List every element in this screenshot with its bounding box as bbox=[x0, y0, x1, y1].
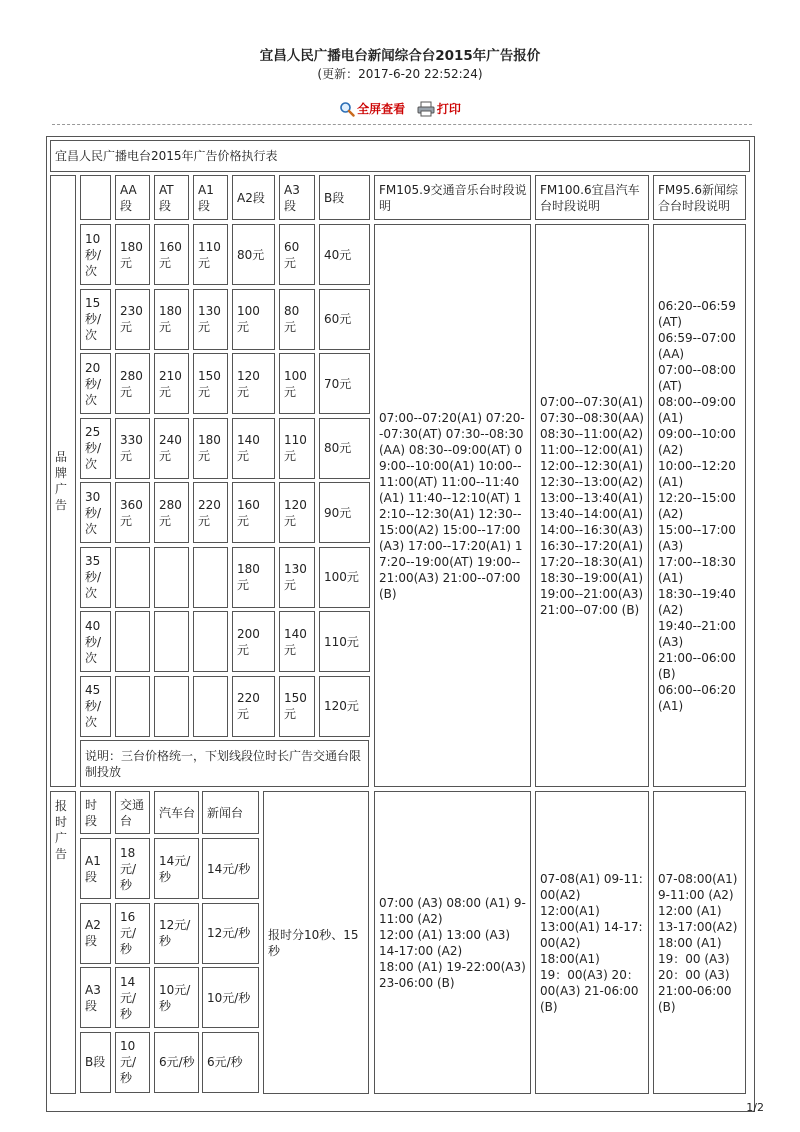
timecheck-price-2-2-text: 10元/秒 bbox=[207, 990, 251, 1005]
brand-price-5-1 bbox=[154, 547, 189, 608]
timecheck-fm1006-schedule bbox=[535, 791, 649, 1094]
brand-fm1006-schedule-text: 07:00--07:30(A1) 07:30--08:30(AA) 08:30--11:00(A2) 11:00--12:00(A1) 12:00--12:30(A1) 12:30--13:00(A2) 13:00--13:40(A1) 13:40--14:00(A1) 14:00--16:30(A3) 16:30--17:20(A1) 17:20--18:30(A1) 18:30--19:00(A1) 19:00--21:00(A3) 21:00--07:00 (B) bbox=[540, 394, 644, 617]
timecheck-price-0-2-text: 14元/秒 bbox=[207, 861, 251, 876]
timecheck-price-2-2 bbox=[202, 967, 259, 1028]
timecheck-price-0-1 bbox=[154, 838, 199, 899]
brand-price-0-1 bbox=[154, 224, 189, 285]
timecheck-price-3-0-text: 10元/秒 bbox=[120, 1039, 137, 1085]
fm1006-header bbox=[535, 175, 649, 220]
brand-price-4-5 bbox=[319, 482, 370, 543]
timecheck-price-1-1 bbox=[154, 903, 199, 964]
brand-fm956-schedule-text: 06:20--06:59(AT) 06:59--07:00(AA) 07:00--08:00(AT) 08:00--09:00(A1) 09:00--10:00(A2) 10:00--12:20(A1) 12:20--15:00(A2) 15:00--17:00(A3) 17:00--18:30(A1) 18:30--19:40(A2) 19:40--21:00(A3) 21:00--06:00(B) 06:00--06:20(A1) bbox=[658, 298, 736, 713]
brand-price-7-5 bbox=[319, 676, 370, 737]
brand-price-1-3 bbox=[232, 289, 275, 350]
brand-duration-0-text: 10秒/次 bbox=[85, 231, 102, 278]
timecheck-fm956-schedule bbox=[653, 791, 746, 1094]
brand-price-2-5 bbox=[319, 353, 370, 414]
timecheck-section-label bbox=[50, 791, 76, 1094]
page-title: 宜昌人民广播电台新闻综合台2015年广告报价 bbox=[259, 48, 541, 64]
timecheck-header-0 bbox=[80, 791, 111, 834]
brand-price-3-2-text: 180元 bbox=[198, 433, 221, 463]
brand-price-3-4 bbox=[279, 418, 315, 479]
brand-duration-0 bbox=[80, 224, 111, 285]
brand-price-3-1-text: 240元 bbox=[159, 433, 182, 463]
brand-price-0-5-text: 40元 bbox=[324, 247, 352, 262]
timecheck-price-2-1 bbox=[154, 967, 199, 1028]
brand-price-0-0-text: 180元 bbox=[120, 239, 143, 270]
brand-header-4 bbox=[279, 175, 315, 220]
brand-price-3-3 bbox=[232, 418, 275, 479]
brand-price-6-3-text: 200元 bbox=[237, 626, 260, 657]
brand-header-2 bbox=[193, 175, 228, 220]
updated-time: (更新：2017-6-20 22:52:24) bbox=[317, 67, 483, 81]
brand-price-5-4-text: 130元 bbox=[284, 562, 307, 592]
brand-header-5-text: B段 bbox=[324, 190, 345, 205]
brand-price-7-4 bbox=[279, 676, 315, 737]
brand-header-3-text: A2段 bbox=[237, 190, 265, 205]
brand-price-2-2-text: 150元 bbox=[198, 368, 221, 399]
timecheck-price-3-0 bbox=[115, 1032, 150, 1093]
brand-fm1059-schedule bbox=[374, 224, 531, 787]
timecheck-segment-2 bbox=[80, 967, 111, 1028]
fm956-header-text: FM95.6新闻综合台时段说明 bbox=[658, 182, 738, 213]
brand-duration-2-text: 20秒/次 bbox=[85, 360, 102, 407]
brand-price-6-0 bbox=[115, 611, 150, 672]
brand-price-3-0-text: 330元 bbox=[120, 433, 143, 463]
timecheck-fm956-schedule-text: 07-08:00(A1) 9-11:00 (A2) 12:00 (A1) 13-17:00(A2) 18:00 (A1) 19：00 (A3) 20：00 (A3) 21:00-06:00(B) bbox=[658, 871, 738, 1014]
brand-price-3-1 bbox=[154, 418, 189, 479]
brand-price-2-0-text: 280元 bbox=[120, 368, 143, 399]
fullscreen-button[interactable] bbox=[339, 101, 405, 117]
timecheck-note-text: 报时分10秒、15秒 bbox=[268, 927, 359, 958]
brand-price-4-2 bbox=[193, 482, 228, 543]
timecheck-segment-3 bbox=[80, 1032, 111, 1093]
brand-price-6-2 bbox=[193, 611, 228, 672]
brand-price-2-3 bbox=[232, 353, 275, 414]
brand-price-7-4-text: 150元 bbox=[284, 691, 307, 721]
fm1006-header-text: FM100.6宜昌汽车台时段说明 bbox=[540, 182, 640, 213]
brand-price-4-0 bbox=[115, 482, 150, 543]
brand-price-4-1 bbox=[154, 482, 189, 543]
brand-price-2-4-text: 100元 bbox=[284, 368, 307, 399]
timecheck-price-2-0-text: 14元/秒 bbox=[120, 974, 137, 1021]
brand-price-5-3 bbox=[232, 547, 275, 608]
brand-price-0-2 bbox=[193, 224, 228, 285]
timecheck-header-0-text: 时段 bbox=[85, 797, 98, 828]
brand-price-1-1 bbox=[154, 289, 189, 350]
brand-price-2-2 bbox=[193, 353, 228, 414]
brand-price-1-5-text: 60元 bbox=[324, 312, 352, 326]
timecheck-price-1-1-text: 12元/秒 bbox=[159, 918, 191, 948]
fm1059-header-text: FM105.9交通音乐台时段说明 bbox=[379, 182, 527, 213]
brand-price-5-3-text: 180元 bbox=[237, 562, 260, 592]
brand-section-label-text: 品牌广告 bbox=[55, 450, 68, 512]
brand-price-4-3-text: 160元 bbox=[237, 497, 260, 528]
brand-header-5 bbox=[319, 175, 370, 220]
brand-price-5-5 bbox=[319, 547, 370, 608]
brand-price-7-2 bbox=[193, 676, 228, 737]
brand-corner-cell bbox=[80, 175, 111, 220]
timecheck-price-0-0-text: 18元/秒 bbox=[120, 845, 137, 892]
brand-price-1-2-text: 130元 bbox=[198, 304, 221, 334]
fm1059-header bbox=[374, 175, 531, 220]
brand-note bbox=[80, 740, 369, 787]
brand-price-2-0 bbox=[115, 353, 150, 414]
brand-price-6-5 bbox=[319, 611, 370, 672]
brand-header-0-text: AA段 bbox=[120, 182, 137, 213]
table-caption-text: 宜昌人民广播电台2015年广告价格执行表 bbox=[55, 149, 278, 163]
brand-price-1-5 bbox=[319, 289, 370, 350]
brand-price-6-5-text: 110元 bbox=[324, 634, 359, 649]
timecheck-section-label-text: 报时广告 bbox=[55, 799, 68, 861]
brand-price-2-4 bbox=[279, 353, 315, 414]
brand-price-5-4 bbox=[279, 547, 315, 608]
brand-header-1-text: AT段 bbox=[159, 182, 174, 213]
timecheck-price-1-0-text: 16元/秒 bbox=[120, 910, 137, 956]
brand-price-4-4 bbox=[279, 482, 315, 543]
brand-price-4-5-text: 90元 bbox=[324, 505, 352, 520]
print-label: 打印 bbox=[436, 102, 461, 116]
brand-price-7-3-text: 220元 bbox=[237, 691, 260, 721]
brand-price-0-5 bbox=[319, 224, 370, 285]
action-bar bbox=[0, 101, 800, 121]
brand-price-4-3 bbox=[232, 482, 275, 543]
brand-price-5-0 bbox=[115, 547, 150, 608]
timecheck-price-1-0 bbox=[115, 903, 150, 964]
brand-price-4-1-text: 280元 bbox=[159, 497, 182, 528]
brand-price-6-3 bbox=[232, 611, 275, 672]
separator bbox=[52, 124, 752, 125]
brand-duration-7 bbox=[80, 676, 111, 737]
timecheck-segment-3-text: B段 bbox=[85, 1055, 106, 1069]
timecheck-segment-2-text: A3段 bbox=[85, 982, 101, 1013]
timecheck-header-2 bbox=[154, 791, 199, 834]
brand-price-2-1 bbox=[154, 353, 189, 414]
table-caption bbox=[50, 140, 750, 172]
brand-price-1-4-text: 80元 bbox=[284, 304, 300, 334]
brand-duration-5 bbox=[80, 547, 111, 608]
brand-duration-1-text: 15秒/次 bbox=[85, 296, 102, 342]
printer-icon bbox=[417, 101, 435, 117]
brand-price-4-2-text: 220元 bbox=[198, 497, 221, 528]
timecheck-price-1-2 bbox=[202, 903, 259, 964]
brand-price-1-2 bbox=[193, 289, 228, 350]
brand-price-3-4-text: 110元 bbox=[284, 433, 307, 463]
brand-price-2-5-text: 70元 bbox=[324, 376, 352, 391]
brand-header-2-text: A1段 bbox=[198, 182, 214, 213]
page-number: 1/2 bbox=[746, 1101, 764, 1114]
brand-price-5-2 bbox=[193, 547, 228, 608]
brand-header-1 bbox=[154, 175, 189, 220]
brand-price-2-3-text: 120元 bbox=[237, 368, 260, 399]
timecheck-header-2-text: 汽车台 bbox=[159, 805, 196, 820]
brand-price-1-1-text: 180元 bbox=[159, 304, 182, 334]
brand-fm1059-schedule-text: 07:00--07:20(A1) 07:20--07:30(AT) 07:30--08:30(AA) 08:30--09:00(AT) 09:00--10:00(A1) 10:00--11:00(AT) 11:00--11:40(A1) 11:40--12:10(AT) 12:10--12:30(A1) 12:30--15:00(A2) 15:00--17:00(A3) 17:00--17:20(A1) 17:20--19:00(AT) 19:00--21:00(A3) 21:00--07:00 (B) bbox=[379, 410, 525, 601]
timecheck-segment-1-text: A2段 bbox=[85, 918, 101, 948]
brand-fm956-schedule bbox=[653, 224, 746, 787]
brand-note-text: 说明：三台价格统一，下划线段位时长广告交通台限制投放 bbox=[85, 748, 362, 779]
brand-header-3 bbox=[232, 175, 275, 220]
timecheck-note bbox=[263, 791, 369, 1094]
brand-price-3-5 bbox=[319, 418, 370, 479]
brand-duration-4-text: 30秒/次 bbox=[85, 489, 102, 536]
brand-duration-4 bbox=[80, 482, 111, 543]
timecheck-price-0-2 bbox=[202, 838, 259, 899]
timecheck-price-3-1-text: 6元/秒 bbox=[159, 1055, 195, 1069]
brand-duration-5-text: 35秒/次 bbox=[85, 554, 102, 600]
timecheck-fm1059-schedule bbox=[374, 791, 531, 1094]
brand-price-1-0 bbox=[115, 289, 150, 350]
brand-price-0-4 bbox=[279, 224, 315, 285]
brand-price-3-0 bbox=[115, 418, 150, 479]
brand-duration-2 bbox=[80, 353, 111, 414]
timecheck-price-3-2-text: 6元/秒 bbox=[207, 1055, 243, 1069]
timecheck-header-3-text: 新闻台 bbox=[207, 805, 244, 820]
brand-duration-6-text: 40秒/次 bbox=[85, 618, 102, 665]
brand-price-0-2-text: 110元 bbox=[198, 239, 221, 270]
timecheck-header-1 bbox=[115, 791, 150, 834]
brand-price-6-4 bbox=[279, 611, 315, 672]
brand-duration-3-text: 25秒/次 bbox=[85, 425, 102, 471]
timecheck-fm1006-schedule-text: 07-08(A1) 09-11:00(A2) 12:00(A1) 13:00(A1) 14-17:00(A2) 18:00(A1) 19：00(A3) 20：00(A3) 21-06:00(B) bbox=[540, 871, 643, 1014]
fullscreen-label: 全屏查看 bbox=[357, 102, 406, 116]
timecheck-fm1059-schedule-text: 07:00 (A3) 08:00 (A1) 9-11:00 (A2) 12:00 (A1) 13:00 (A3) 14-17:00 (A2) 18:00 (A1) 19-22:00(A3) 23-06:00 (B) bbox=[379, 895, 526, 990]
brand-price-0-0 bbox=[115, 224, 150, 285]
timecheck-price-3-1 bbox=[154, 1032, 199, 1093]
brand-header-4-text: A3段 bbox=[284, 182, 300, 213]
print-button[interactable] bbox=[417, 101, 461, 117]
brand-section-label bbox=[50, 175, 76, 787]
timecheck-header-1-text: 交通台 bbox=[120, 797, 145, 828]
brand-price-0-3-text: 80元 bbox=[237, 247, 265, 262]
timecheck-segment-1 bbox=[80, 903, 111, 964]
brand-price-1-0-text: 230元 bbox=[120, 304, 143, 334]
brand-price-0-4-text: 60元 bbox=[284, 239, 300, 270]
brand-price-6-1 bbox=[154, 611, 189, 672]
brand-header-0 bbox=[115, 175, 150, 220]
brand-duration-1 bbox=[80, 289, 111, 350]
timecheck-price-2-0 bbox=[115, 967, 150, 1028]
brand-price-4-0-text: 360元 bbox=[120, 497, 143, 528]
brand-price-2-1-text: 210元 bbox=[159, 368, 182, 399]
brand-price-3-5-text: 80元 bbox=[324, 441, 352, 455]
timecheck-price-0-1-text: 14元/秒 bbox=[159, 853, 191, 884]
brand-price-1-3-text: 100元 bbox=[237, 304, 260, 334]
brand-fm1006-schedule bbox=[535, 224, 649, 787]
brand-price-7-5-text: 120元 bbox=[324, 699, 359, 713]
timecheck-price-1-2-text: 12元/秒 bbox=[207, 926, 251, 940]
brand-price-5-5-text: 100元 bbox=[324, 570, 359, 584]
brand-duration-6 bbox=[80, 611, 111, 672]
brand-price-7-3 bbox=[232, 676, 275, 737]
fm956-header bbox=[653, 175, 746, 220]
brand-price-1-4 bbox=[279, 289, 315, 350]
magnifier-icon bbox=[339, 101, 355, 117]
brand-price-3-3-text: 140元 bbox=[237, 433, 260, 463]
timecheck-price-2-1-text: 10元/秒 bbox=[159, 982, 191, 1013]
brand-price-0-3 bbox=[232, 224, 275, 285]
brand-duration-3 bbox=[80, 418, 111, 479]
brand-price-6-4-text: 140元 bbox=[284, 626, 307, 657]
timecheck-price-0-0 bbox=[115, 838, 150, 899]
brand-price-0-1-text: 160元 bbox=[159, 239, 182, 270]
brand-price-7-1 bbox=[154, 676, 189, 737]
timecheck-price-3-2 bbox=[202, 1032, 259, 1093]
timecheck-header-3 bbox=[202, 791, 259, 834]
brand-duration-7-text: 45秒/次 bbox=[85, 683, 102, 729]
brand-price-4-4-text: 120元 bbox=[284, 497, 307, 528]
brand-price-3-2 bbox=[193, 418, 228, 479]
brand-price-7-0 bbox=[115, 676, 150, 737]
timecheck-segment-0 bbox=[80, 838, 111, 899]
timecheck-segment-0-text: A1段 bbox=[85, 853, 101, 884]
